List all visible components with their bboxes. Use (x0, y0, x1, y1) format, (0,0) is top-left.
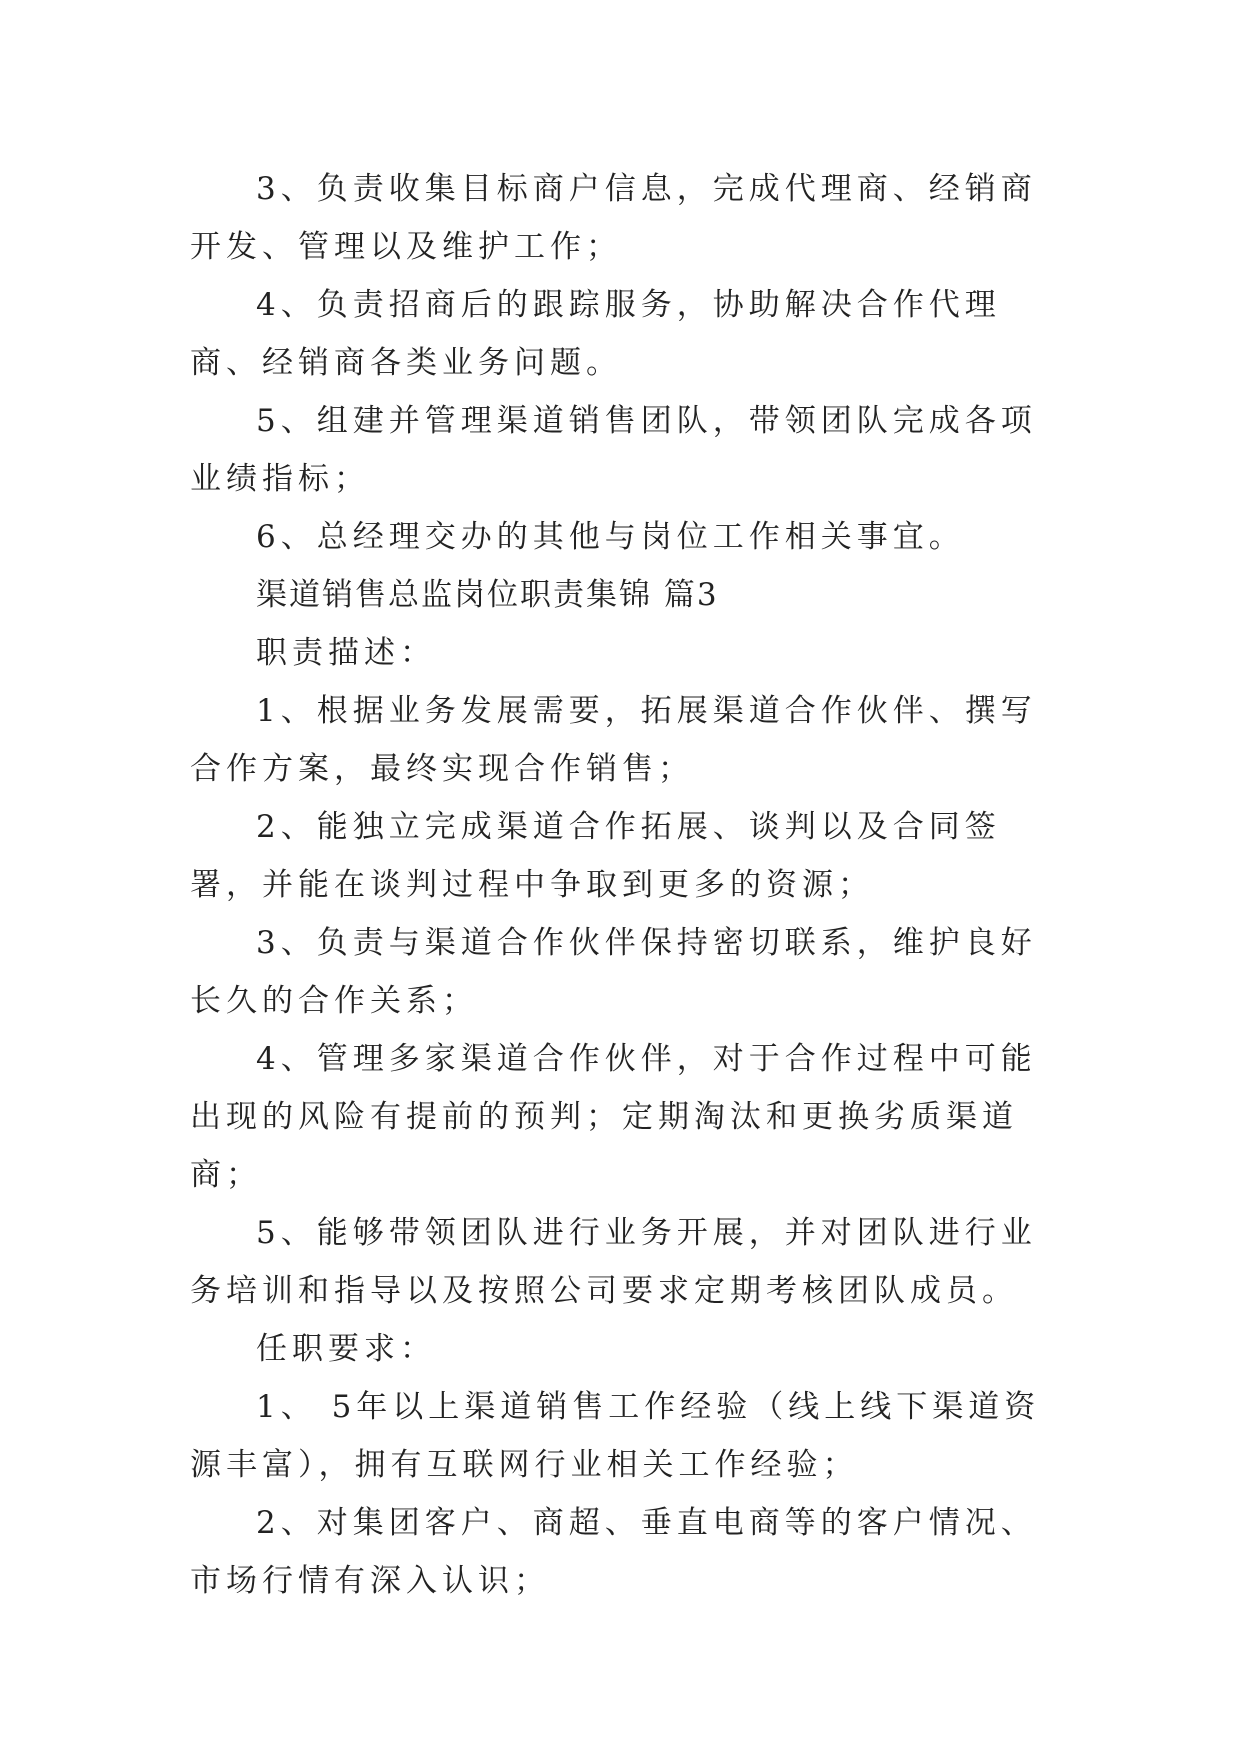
paragraph-duty-5: 5、组建并管理渠道销售团队，带领团队完成各项业绩指标； (190, 403, 1037, 497)
paragraph-description-3: 3、负责与渠道合作伙伴保持密切联系，维护良好长久的合作关系； (190, 925, 1037, 1019)
paragraph-duty-3: 3、负责收集目标商户信息，完成代理商、经销商开发、管理以及维护工作； (190, 171, 1037, 265)
paragraph-duty-4: 4、负责招商后的跟踪服务，协助解决合作代理商、经销商各类业务问题。 (190, 287, 1001, 381)
document-body (190, 160, 1060, 1610)
paragraph-requirement-2: 2、对集团客户、商超、垂直电商等的客户情况、市场行情有深入认识； (190, 1505, 1037, 1599)
paragraph-duty-6: 6、总经理交办的其他与岗位工作相关事宜。 (256, 519, 965, 555)
subheading-requirements: 任职要求： (256, 1331, 436, 1367)
paragraph-requirement-1: 1、 5年以上渠道销售工作经验（线上线下渠道资源丰富），拥有互联网行业相关工作经验； (190, 1389, 1041, 1483)
paragraph-description-1: 1、根据业务发展需要，拓展渠道合作伙伴、撰写合作方案，最终实现合作销售； (190, 693, 1037, 787)
paragraph-description-5: 5、能够带领团队进行业务开展，并对团队进行业务培训和指导以及按照公司要求定期考核团队成员。 (190, 1215, 1037, 1309)
section-heading: 渠道销售总监岗位职责集锦 篇3 (256, 577, 719, 613)
paragraph-description-2: 2、能独立完成渠道合作拓展、谈判以及合同签署，并能在谈判过程中争取到更多的资源； (190, 809, 1001, 903)
paragraph-description-4: 4、管理多家渠道合作伙伴，对于合作过程中可能出现的风险有提前的预判；定期淘汰和更换劣质渠道商； (190, 1041, 1037, 1193)
subheading-duty-description: 职责描述： (256, 635, 436, 671)
